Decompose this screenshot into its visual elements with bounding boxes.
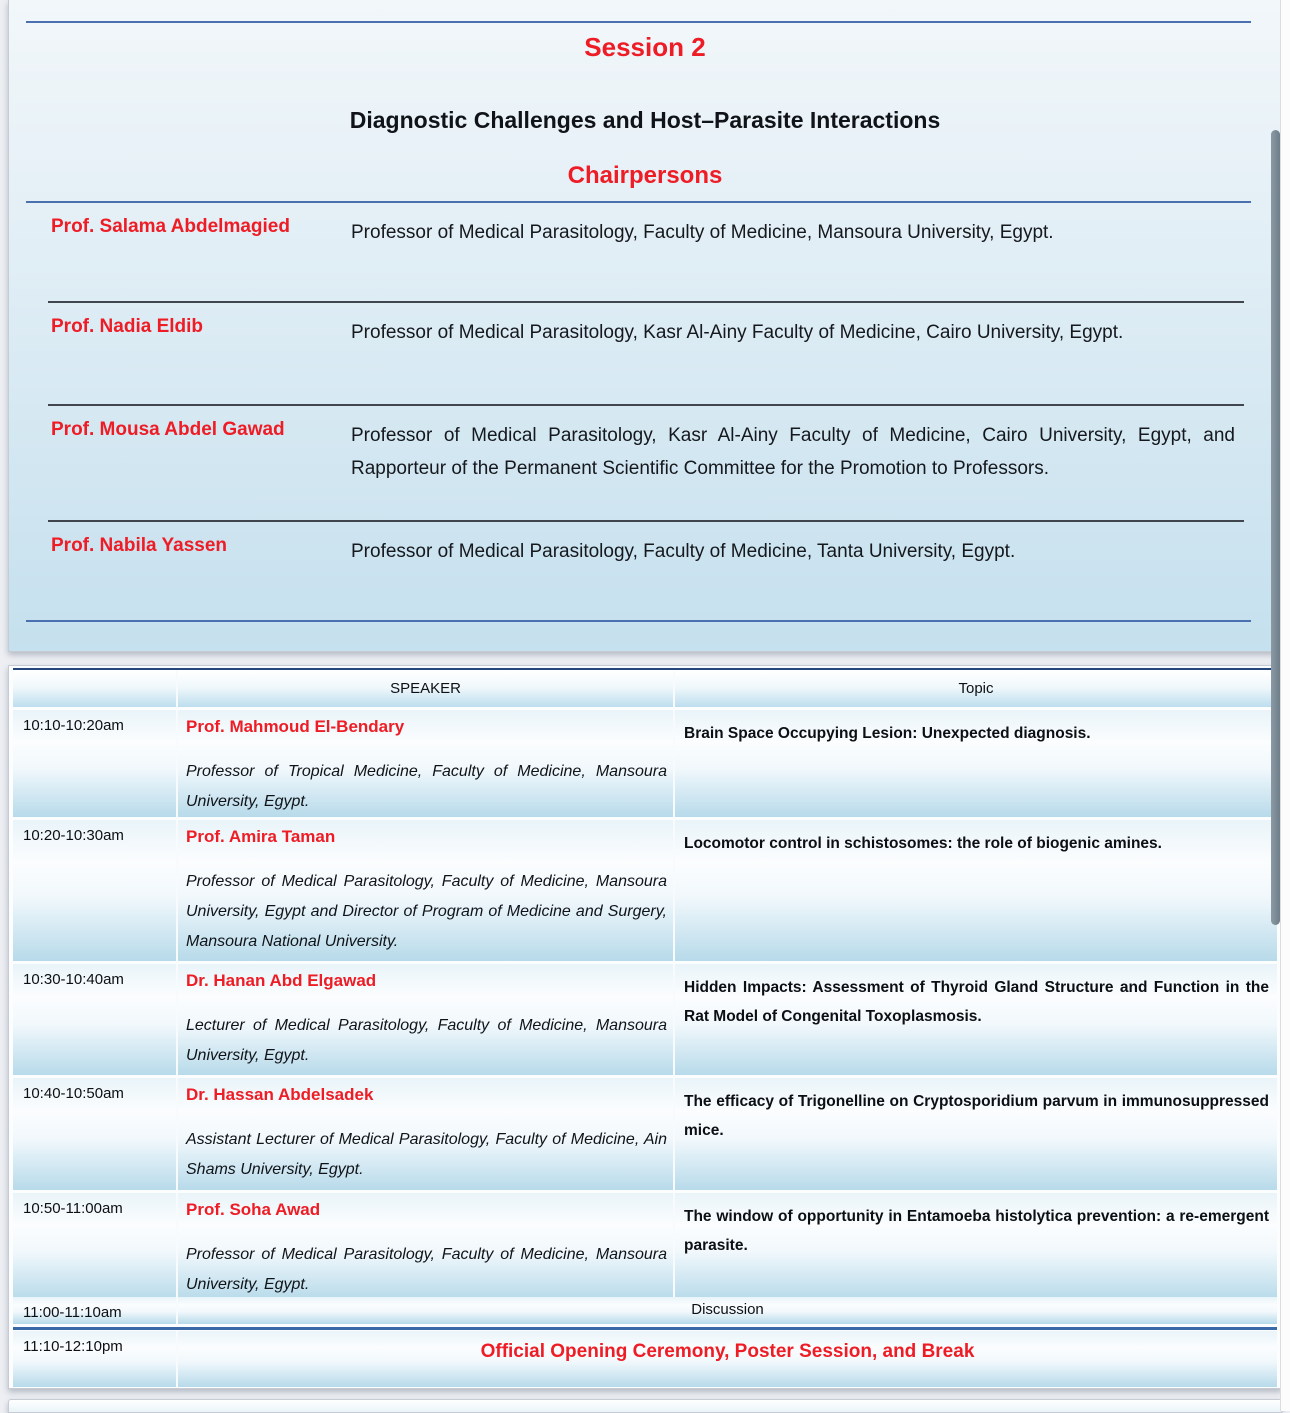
speaker-name: Dr. Hanan Abd Elgawad	[186, 971, 377, 990]
discussion-row	[13, 1297, 1277, 1324]
chairperson-row	[9, 406, 1281, 520]
topic-cell: The efficacy of Trigonelline on Cryptosporidium parvum in immunosuppressed mice.	[673, 1078, 1277, 1190]
time-cell: 10:40-10:50am	[13, 1078, 176, 1190]
time-cell: 10:20-10:30am	[13, 820, 176, 961]
divider-blue-bottom	[26, 620, 1251, 622]
chairperson-name: Prof. Mousa Abdel Gawad	[51, 419, 285, 440]
chairperson-name: Prof. Nabila Yassen	[51, 535, 228, 556]
speaker-name: Dr. Hassan Abdelsadek	[186, 1085, 374, 1104]
time-cell: 11:00-11:10am	[13, 1297, 176, 1324]
time-cell: 10:30-10:40am	[13, 964, 176, 1075]
speaker-affiliation: Assistant Lecturer of Medical Parasitology, Faculty of Medicine, Ain Shams University, Egypt.	[186, 1131, 667, 1178]
header-time-cell	[13, 671, 176, 707]
session-title: Diagnostic Challenges and Host–Parasite Interactions	[349, 107, 941, 133]
divider-blue-top	[26, 21, 1251, 23]
topic-cell: Locomotor control in schistosomes: the role of biogenic amines.	[673, 820, 1277, 961]
chairperson-affiliation: Professor of Medical Parasitology, Kasr Al-Ainy Faculty of Medicine, Cairo University, Egypt.	[351, 322, 1124, 343]
speaker-name: Prof. Mahmoud El-Bendary	[186, 717, 405, 736]
table-row	[13, 1193, 1277, 1294]
header-speaker-cell: SPEAKER	[176, 671, 673, 707]
chairperson-row	[9, 303, 1281, 404]
speaker-cell	[176, 964, 673, 1075]
speaker-cell	[176, 710, 673, 817]
session-panel	[8, 0, 1282, 652]
speaker-affiliation: Professor of Medical Parasitology, Faculty of Medicine, Mansoura University, Egypt.	[186, 1246, 667, 1293]
time-cell: 11:10-12:10pm	[13, 1331, 176, 1387]
table-row	[13, 820, 1277, 961]
speaker-cell	[176, 1078, 673, 1190]
schedule-panel	[8, 665, 1282, 1389]
session-label: Session 2	[584, 32, 706, 62]
speaker-affiliation: Professor of Medical Parasitology, Faculty of Medicine, Mansoura University, Egypt and Director of Program of Medicine and Surgery, Mansoura National University.	[186, 873, 667, 950]
chairpersons-heading: Chairpersons	[567, 162, 723, 189]
topic-cell: Hidden Impacts: Assessment of Thyroid Gland Structure and Function in the Rat Model of Congenital Toxoplasmosis.	[673, 964, 1277, 1075]
chairperson-affiliation: Professor of Medical Parasitology, Faculty of Medicine, Tanta University, Egypt.	[351, 541, 1016, 562]
discussion-label: Discussion	[176, 1297, 1277, 1324]
speaker-affiliation: Professor of Tropical Medicine, Faculty of Medicine, Mansoura University, Egypt.	[186, 763, 667, 810]
scrollbar-thumb[interactable]	[1271, 130, 1280, 925]
divider-steel-blue	[13, 1327, 1277, 1330]
time-cell: 10:50-11:00am	[13, 1193, 176, 1300]
chairperson-affiliation: Professor of Medical Parasitology, Kasr Al-Ainy Faculty of Medicine, Cairo University, Egypt, and Rapporteur of the Permanent Scientific Committee for the Promotion to Professors.	[351, 425, 1235, 479]
scrollbar-track[interactable]	[1280, 0, 1290, 1411]
chairperson-row	[9, 522, 1281, 620]
time-cell: 10:10-10:20am	[13, 710, 176, 817]
chairperson-name: Prof. Nadia Eldib	[51, 316, 204, 337]
speaker-affiliation: Lecturer of Medical Parasitology, Faculty of Medicine, Mansoura University, Egypt.	[186, 1017, 667, 1064]
speaker-name: Prof. Soha Awad	[186, 1200, 321, 1219]
chairperson-name: Prof. Salama Abdelmagied	[51, 216, 290, 237]
topic-cell: The window of opportunity in Entamoeba histolytica prevention: a re-emergent parasite.	[673, 1193, 1277, 1300]
table-row	[13, 710, 1277, 817]
chairperson-affiliation: Professor of Medical Parasitology, Faculty of Medicine, Mansoura University, Egypt.	[351, 222, 1054, 243]
topic-cell: Brain Space Occupying Lesion: Unexpected diagnosis.	[673, 710, 1277, 817]
table-row	[13, 1078, 1277, 1190]
break-row	[13, 1331, 1277, 1387]
table-top-border	[13, 668, 1277, 670]
speaker-name: Prof. Amira Taman	[186, 827, 336, 846]
table-row	[13, 964, 1277, 1075]
header-topic-cell: Topic	[673, 671, 1277, 707]
speaker-cell	[176, 820, 673, 961]
break-label: Official Opening Ceremony, Poster Session, and Break	[176, 1331, 1277, 1387]
table-header-row	[13, 671, 1277, 707]
chairperson-row	[9, 203, 1281, 301]
speaker-cell	[176, 1193, 673, 1300]
